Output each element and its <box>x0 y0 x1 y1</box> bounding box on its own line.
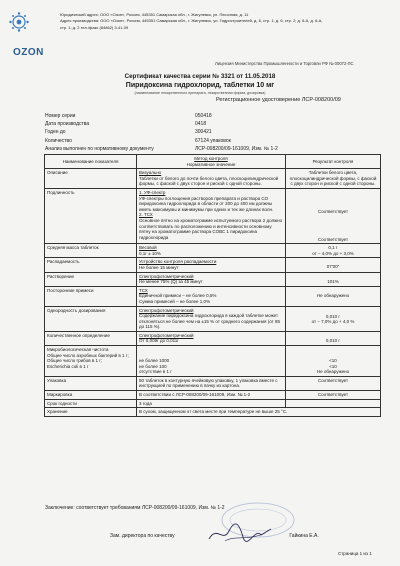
result-cell: Соответствует <box>286 376 381 390</box>
info-value: 67124 упаковок <box>195 137 231 144</box>
indicator-cell: Однородность дозирования <box>45 306 137 331</box>
indicator-sub: Escherichia coli в 1 г <box>47 363 89 369</box>
address-line: стр. 1; д. 2 тел./факс (84862) 3-41-09 <box>60 24 129 30</box>
address-line: Адрес производства: ООО «Озон», Россия, 445351 Самарская обл., г. Жигулевск, ул. Гидростроителей, д. 6, стр. 1; д. 6, стр. 2; д. 6-А, д. 6-А, <box>60 18 323 24</box>
norm-cell <box>137 346 286 377</box>
table-row <box>45 286 381 306</box>
result-cell <box>286 306 381 331</box>
indicator-sub: Общее число аэробных бактерий в 1 г; <box>47 352 129 358</box>
company-address <box>60 12 380 31</box>
column-header: Результат контроля <box>286 155 381 169</box>
table-row <box>45 258 381 272</box>
signature-line <box>110 533 319 539</box>
table-row <box>45 391 381 400</box>
norm-cell <box>137 331 286 345</box>
column-header <box>137 155 286 169</box>
certificate-title: Сертификат качества серии № 3321 от 11.05.2018 <box>124 73 276 80</box>
norm-text: От 0,009г до 0,011г <box>139 338 179 344</box>
license-line: Лицензия Министерства Промышленности и Торговли РФ № 00072-ЛС <box>215 61 354 66</box>
result-cell <box>286 188 381 243</box>
info-value: 0418 <box>195 121 207 128</box>
result-text: Соответствует <box>317 236 349 242</box>
table-row <box>45 346 381 377</box>
norm-text: отсутствие в 1 г <box>139 369 172 375</box>
signatory-role: Зам. директора по качеству <box>110 533 175 539</box>
result-text: 0,1 г <box>328 245 338 251</box>
norm-text: Таблетки от белого до почти белого цвета, плоскоцилиндрической формы, с фаской с двух сторон и риской с одной стороны. <box>139 175 279 187</box>
table-row <box>45 306 381 331</box>
result-cell <box>286 286 381 306</box>
norm-text: Не менее 75% (Q) за 45 минут <box>139 279 203 285</box>
table-row <box>45 408 381 417</box>
table-row <box>45 272 381 286</box>
result-text: от − 4,0% до + 3,0% <box>312 250 354 256</box>
norm-cell <box>137 306 286 331</box>
method-header: Метод контроля <box>194 156 228 161</box>
signatory-name: Гайкина Е.А. <box>289 533 319 539</box>
norm-text: Основное пятно на хроматограмме испытуемого раствора 2 должно соответствовать по расположению и интенсивности основному пятну на хроматограмме раствора СОВС 1 пиридоксина гидрохлорида <box>139 217 283 240</box>
result-text: Соответствует <box>317 208 349 214</box>
info-label: Дата производства <box>45 121 90 128</box>
indicator-cell: Упаковка <box>45 376 137 390</box>
method-text: Весовой <box>139 245 157 251</box>
method-text: 2. ТСХ <box>139 212 153 218</box>
indicator-cell: Средняя масса таблеток <box>45 244 137 258</box>
indicator-cell <box>45 346 137 377</box>
norm-cell <box>137 272 286 286</box>
method-text: Спектрофотометрический <box>139 307 194 313</box>
table-row <box>45 376 381 390</box>
norm-cell <box>137 169 286 189</box>
norm-cell: В сухом, защищенном от света месте при температуре не выше 25 °С. <box>137 408 381 417</box>
page-number: Страница 1 из 1 <box>338 551 372 556</box>
norm-text: УФ-спектры поглощения растворов препарата и раствора СО пиридоксина гидрохлорида в области от 200 до 400 нм должны иметь максимумы и минимумы при одних и тех же длинах волн. <box>139 195 274 212</box>
result-cell <box>286 244 381 258</box>
table-row <box>45 331 381 345</box>
info-label: Номер серии <box>45 113 76 119</box>
result-text: от − 7,0% до + 4,0 % <box>311 319 355 325</box>
info-label: Анализ выполнен по нормативному документу <box>45 145 154 152</box>
norm-cell: 50 таблеток в контурную ячейковую упаковку, 1 упаковка вместе с инструкцией по применению в пачку из картона. <box>137 376 286 390</box>
result-cell: Соответствует <box>286 391 381 400</box>
result-text: Не обнаружено <box>316 292 350 298</box>
result-cell <box>286 399 381 408</box>
norm-text: Сумма примесей – не более 1,0% <box>139 298 211 304</box>
quality-spec-table <box>44 154 381 417</box>
result-text: 101% <box>327 278 339 284</box>
conclusion: Заключение: соответствует требованиям ЛСР-008200/09-161009, Изм. № 1-2 <box>45 505 225 511</box>
product-subtitle: (наименование лекарственного препарата, лекарственная форма, дозировка) <box>134 91 266 95</box>
indicator-sub: Общее число грибов в 1 г; <box>47 358 103 364</box>
norm-text: не более 100 <box>139 363 167 369</box>
method-text: 1. УФ-спектр <box>139 189 166 195</box>
norm-text: Единичной примеси – не более 0,5% <box>139 293 217 299</box>
table-row <box>45 169 381 189</box>
method-text: Спектрофотометрический <box>139 332 194 338</box>
info-value: 300421 <box>195 129 212 136</box>
table-row <box>45 399 381 408</box>
indicator-cell: Распадаемость <box>45 258 137 272</box>
result-text: 0,010 г <box>325 313 341 319</box>
indicator-cell: Маркировка <box>45 391 137 400</box>
result-text: 07'00" <box>326 264 340 270</box>
norm-text <box>139 347 283 358</box>
result-cell <box>286 331 381 345</box>
info-value: 050418 <box>195 113 212 119</box>
info-label: Количество <box>45 137 72 144</box>
norm-text: не более 1000 <box>139 358 170 364</box>
norm-cell <box>137 286 286 306</box>
info-label: Годен до <box>45 129 66 136</box>
norm-cell <box>137 188 286 243</box>
column-header: Наименование показателя <box>45 155 137 169</box>
indicator-cell: Растворение <box>45 272 137 286</box>
indicator-cell: Подлинность <box>45 188 137 243</box>
result-text: Не обнаружено <box>316 369 350 375</box>
logo-text: OZON <box>13 47 44 58</box>
result-cell <box>286 258 381 272</box>
product-name: Пиридоксина гидрохлорид, таблетки 10 мг <box>125 82 275 89</box>
result-text: <10 <box>329 363 337 369</box>
ozon-logo <box>5 12 53 52</box>
norm-cell <box>137 258 286 272</box>
table-row <box>45 244 381 258</box>
registration-certificate: Регистрационное удостоверение ЛСР-008200/09 <box>216 97 341 103</box>
table-row <box>45 188 381 243</box>
indicator-cell: Количественное определение <box>45 331 137 345</box>
norm-text: Не более 15 минут <box>139 264 179 270</box>
method-text: Спектрофотометрический <box>139 273 194 279</box>
indicator-cell: Хранение <box>45 408 137 417</box>
result-cell: Таблетки белого цвета, плоскоцилиндрической формы, с фаской с двух сторон и риской с одной стороны. <box>286 169 381 189</box>
norm-cell: 3 года <box>137 399 286 408</box>
norm-text: Содержание пиридоксина гидрохлорида в каждой таблетке может отклоняться не более чем на ±15 % от среднего содержания (от 85 до 115 %). <box>139 313 280 330</box>
indicator-cell: Посторонние примеси <box>45 286 137 306</box>
result-text: 0,010 г <box>325 337 341 343</box>
indicator-cell: Описание <box>45 169 137 189</box>
method-text: Визуально <box>139 170 162 176</box>
norm-header: Нормативное значение <box>186 161 236 167</box>
info-value: ЛСР-008200/09-161009, Изм. № 1-2 <box>195 145 278 152</box>
method-text: Устройство контроля распадаемости <box>139 259 217 265</box>
table-header-row <box>45 155 381 169</box>
address-line: Юридический адрес: ООО «Озон», Россия, 445351 Самарская обл., г. Жигулевск, ул. Песочная, д. 11 <box>60 12 249 17</box>
result-cell <box>286 272 381 286</box>
result-text: <10 <box>329 358 337 364</box>
norm-text: 0,1г ± 10% <box>139 250 161 256</box>
norm-cell: В соответствии с ЛСР-008200/09-161009, Изм. № 1-2 <box>137 391 286 400</box>
indicator-title: Микробиологическая чистота <box>47 347 109 353</box>
method-text: ТСХ <box>139 287 148 293</box>
result-cell <box>286 346 381 377</box>
indicator-cell: Срок годности <box>45 399 137 408</box>
result-text <box>288 347 378 358</box>
norm-cell <box>137 244 286 258</box>
